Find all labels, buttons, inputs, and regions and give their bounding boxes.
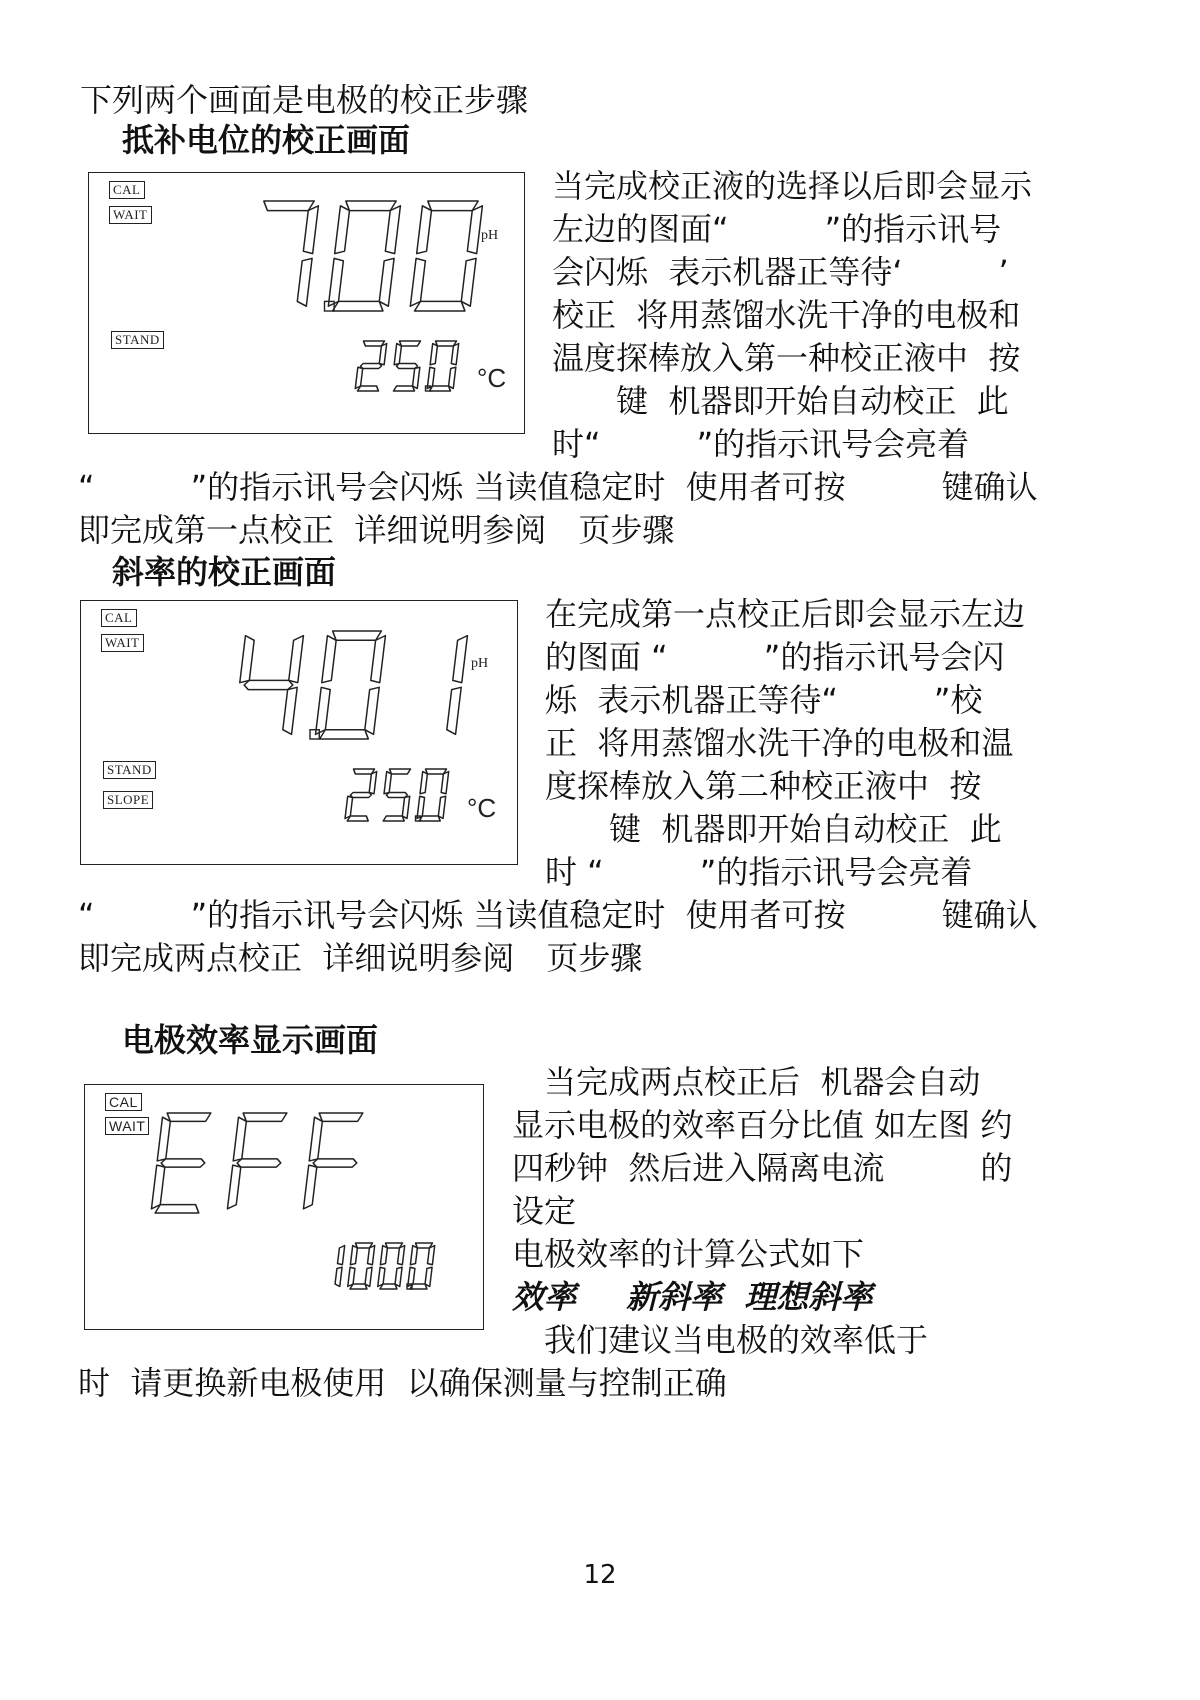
lcd-segment [415, 301, 467, 311]
lcd-segment [335, 206, 350, 254]
s1-text-line: 会闪烁 表示机器正等待‘ ’ [552, 253, 1009, 291]
s3-text-line: 时 请更换新电极使用 以确保测量与控制正确 [78, 1364, 727, 1402]
ph-unit-label: pH [471, 656, 489, 671]
s2-text-line: 时 “ ”的指示讯号会亮着 [545, 853, 973, 891]
slope-indicator: SLOPE [103, 791, 153, 809]
s1-text-line: 当完成校正液的选择以后即会显示 [552, 167, 1033, 205]
lcd-segment [328, 258, 343, 306]
page-number: 12 [583, 1560, 617, 1590]
lcd-digit [347, 1243, 375, 1289]
lcd-main-reading [246, 631, 476, 741]
lcd-segment [419, 816, 441, 821]
s3-text-line: 当完成两点校正后 机器会自动 [512, 1063, 981, 1101]
lcd-segment [379, 258, 394, 306]
lcd-segment [417, 796, 425, 818]
s2-text-line: 正 将用蒸馏水洗干净的电极和温 [545, 724, 1014, 762]
s2-text-line: “ ”的指示讯号会闪烁 当读值稳定时 使用者可按 键确认 [78, 896, 1038, 934]
section3-heading: 电极效率显示画面 [122, 1021, 379, 1059]
lcd-segment [369, 772, 377, 794]
lcd-digit [315, 631, 386, 739]
s1-text-line: 左边的图面“ ”的指示讯号 [552, 210, 1002, 248]
lcd-efficiency-reading [323, 1243, 453, 1293]
lcd-segment [385, 206, 400, 254]
lcd-digit [381, 769, 413, 821]
lcd-segment [364, 687, 379, 734]
lcd-segment [370, 636, 385, 683]
lcd-segment [309, 1117, 323, 1161]
s1-text-line: 校正 将用蒸馏水洗干净的电极和 [552, 296, 1021, 334]
lcd-segment [430, 344, 438, 365]
lcd-segment [380, 1246, 387, 1265]
cal-indicator: CAL [109, 181, 145, 199]
lcd-segment [365, 1267, 372, 1286]
lcd-segment [318, 1113, 363, 1121]
lcd-segment [157, 1117, 171, 1161]
lcd-segment [386, 793, 408, 798]
wait-indicator: WAIT [109, 206, 152, 224]
lcd-digit [377, 1243, 405, 1289]
lcd-digit [345, 769, 377, 821]
lcd-segment [345, 201, 397, 211]
lcd-segment [389, 769, 411, 774]
s3-text-line: 显示电极的效率百分比值 如左图 约 [512, 1106, 1013, 1144]
s2-text-line: 的图面 “ ”的指示讯号会闪 [545, 638, 1005, 676]
s2-text-line: 烁 表示机器正等待“ ”校 [545, 681, 983, 719]
section1-heading: 抵补电位的校正画面 [122, 121, 411, 159]
s3-text-line: 电极效率的计算公式如下 [512, 1235, 865, 1273]
lcd-digit [303, 1113, 362, 1209]
lcd-digit [335, 1246, 345, 1287]
lcd-segment [441, 772, 449, 794]
lcd-segment [297, 258, 312, 306]
s1-text-line: 键 机器即开始自动校正 此 [552, 382, 1009, 420]
cal-indicator: CAL [105, 1093, 142, 1111]
lcd-segment [410, 258, 425, 306]
formula-label: 效率 [512, 1278, 577, 1316]
s1-text-line: “ ”的指示讯号会闪烁 当读值稳定时 使用者可按 键确认 [78, 468, 1038, 506]
lcd-segment [335, 1267, 342, 1286]
lcd-segment [446, 687, 461, 734]
s1-text-line: 即完成第一点校正 详细说明参阅 页步骤 [78, 511, 675, 549]
lcd-segment [320, 730, 370, 739]
lcd-digit [355, 341, 387, 391]
lcd-digit [410, 201, 483, 311]
temperature-unit: °C [467, 793, 497, 823]
lcd-segment [244, 680, 294, 689]
lcd-segment [425, 769, 447, 774]
lcd-temperature-reading [361, 341, 481, 391]
stand-indicator: STAND [111, 331, 164, 349]
lcd-segment [384, 772, 392, 794]
lcd-digit [227, 1113, 286, 1209]
s2-text-line: 度探棒放入第二种校正液中 按 [545, 767, 982, 805]
lcd-segment [395, 1267, 402, 1286]
lcd-segment [410, 1246, 417, 1265]
lcd-main-reading [163, 1113, 383, 1217]
lcd-segment [322, 636, 337, 683]
lcd-digit [151, 1113, 211, 1213]
lcd-segment [353, 769, 375, 774]
lcd-segment [303, 206, 318, 254]
lcd-segment [227, 1165, 241, 1209]
lcd-segment [151, 1165, 165, 1209]
lcd-segment [313, 1159, 358, 1167]
s1-text-line: 温度探棒放入第一种校正液中 按 [552, 339, 1021, 377]
lcd-digit [446, 636, 467, 735]
lcd-segment [155, 1205, 200, 1213]
lcd-segment [316, 687, 331, 734]
lcd-segment [263, 201, 315, 211]
lcd-decimal-point [310, 730, 319, 739]
lcd-display-efficiency [84, 1084, 484, 1330]
lcd-segment [357, 386, 379, 391]
lcd-segment [363, 341, 385, 346]
lcd-segment [161, 1159, 206, 1167]
lcd-segment [337, 1246, 344, 1265]
s2-text-line: 在完成第一点校正后即会显示左边 [545, 595, 1026, 633]
lcd-segment [237, 1159, 282, 1167]
s1-text-line: 时“ ”的指示讯号会亮着 [552, 425, 970, 463]
lcd-segment [448, 367, 456, 388]
lcd-segment [399, 341, 421, 346]
lcd-digit [417, 769, 449, 821]
lcd-main-reading [259, 201, 479, 311]
lcd-segment [429, 386, 451, 391]
lcd-segment [417, 206, 432, 254]
lcd-segment [303, 1165, 317, 1209]
lcd-segment [242, 1113, 287, 1121]
lcd-segment [233, 1117, 247, 1161]
lcd-digit [427, 341, 459, 391]
lcd-segment [288, 636, 303, 683]
lcd-segment [347, 816, 369, 821]
lcd-segment [396, 364, 418, 369]
lcd-segment [412, 367, 420, 388]
lcd-segment [282, 687, 297, 734]
lcd-digit [234, 636, 304, 735]
lcd-segment [425, 1267, 432, 1286]
s3-text-line: 四秒钟 然后进入隔离电流 的 [512, 1149, 1013, 1187]
lcd-segment [394, 344, 402, 365]
lcd-segment [333, 301, 385, 311]
lcd-temperature-reading [351, 769, 471, 821]
lcd-segment [402, 796, 410, 818]
temperature-unit: °C [477, 363, 507, 393]
lcd-segment [383, 816, 405, 821]
stand-indicator: STAND [103, 761, 156, 779]
lcd-digit [251, 201, 319, 306]
lcd-display-slope [80, 600, 518, 865]
lcd-segment [435, 341, 457, 346]
lcd-digit [328, 201, 401, 311]
lcd-segment [332, 631, 382, 640]
lcd-segment [452, 636, 467, 683]
ph-unit-label: pH [481, 228, 499, 243]
wait-indicator: WAIT [101, 634, 144, 652]
lcd-segment [461, 258, 476, 306]
s2-text-line: 键 机器即开始自动校正 此 [545, 810, 1002, 848]
lcd-segment [393, 386, 415, 391]
lcd-segment [420, 772, 428, 794]
lcd-segment [350, 793, 372, 798]
section-intro: 下列两个画面是电极的校正步骤 [80, 81, 529, 119]
lcd-segment [350, 1246, 357, 1265]
lcd-segment [166, 1113, 211, 1121]
lcd-segment [427, 201, 479, 211]
s3-text-line: 我们建议当电极的效率低于 [512, 1321, 929, 1359]
lcd-segment [240, 636, 255, 683]
lcd-display-offset [88, 172, 525, 434]
lcd-digit [391, 341, 423, 391]
wait-indicator: WAIT [105, 1117, 149, 1135]
section2-heading: 斜率的校正画面 [112, 553, 337, 591]
s3-text-line: 设定 [512, 1192, 577, 1230]
lcd-digit [407, 1243, 435, 1289]
s2-text-line: 即完成两点校正 详细说明参阅 页步骤 [78, 939, 643, 977]
formula-expression: 新斜率 理想斜率 [626, 1278, 873, 1316]
cal-indicator: CAL [101, 609, 137, 627]
lcd-segment [438, 796, 446, 818]
lcd-segment [360, 364, 382, 369]
lcd-segment [345, 796, 353, 818]
